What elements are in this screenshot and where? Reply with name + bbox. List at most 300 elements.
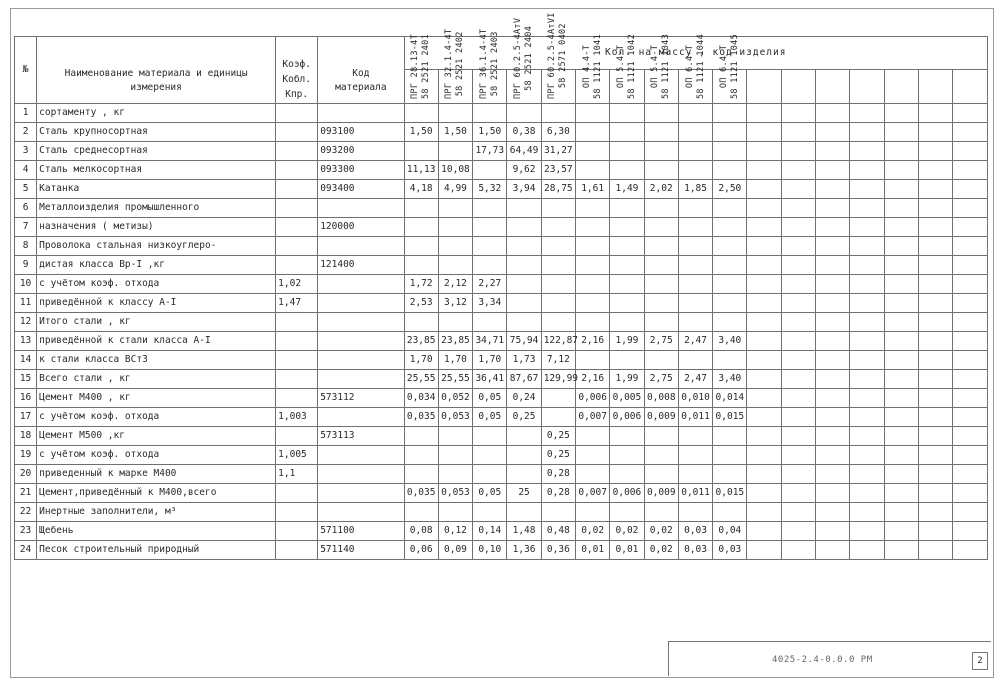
quantity-cell <box>953 236 988 255</box>
row-number: 24 <box>15 540 37 559</box>
coefficient: 1,1 <box>276 464 318 483</box>
material-code: 571140 <box>318 540 404 559</box>
quantity-cell <box>747 426 781 445</box>
quantity-cell <box>953 388 988 407</box>
quantity-cell <box>953 464 988 483</box>
quantity-cell <box>850 255 884 274</box>
quantity-cell <box>884 293 918 312</box>
quantity-cell: 0,05 <box>473 483 507 502</box>
quantity-cell: 0,03 <box>678 521 712 540</box>
quantity-cell <box>404 217 438 236</box>
quantity-cell <box>473 464 507 483</box>
quantity-cell <box>816 122 850 141</box>
header-number: № <box>15 37 37 104</box>
quantity-cell <box>576 274 610 293</box>
quantity-cell <box>918 483 952 502</box>
quantity-cell: 0,015 <box>713 407 747 426</box>
row-number: 17 <box>15 407 37 426</box>
quantity-cell: 0,006 <box>610 407 644 426</box>
quantity-cell <box>713 236 747 255</box>
material-code <box>318 502 404 521</box>
quantity-cell <box>850 369 884 388</box>
quantity-cell: 0,010 <box>678 388 712 407</box>
quantity-cell: 1,99 <box>610 369 644 388</box>
coefficient <box>276 198 318 217</box>
quantity-cell <box>678 464 712 483</box>
table-row <box>15 540 988 559</box>
row-number: 23 <box>15 521 37 540</box>
quantity-cell <box>404 103 438 122</box>
quantity-cell <box>644 255 678 274</box>
quantity-cell <box>816 217 850 236</box>
document-code: 4025-2.4-0.0.0 РМ <box>772 655 873 665</box>
quantity-cell: 2,47 <box>678 331 712 350</box>
quantity-cell <box>644 236 678 255</box>
quantity-cell: 0,05 <box>473 407 507 426</box>
material-code <box>318 103 404 122</box>
quantity-cell: 23,57 <box>541 160 575 179</box>
quantity-cell <box>918 141 952 160</box>
quantity-cell <box>850 502 884 521</box>
table-row <box>15 103 988 122</box>
quantity-cell <box>541 255 575 274</box>
quantity-cell <box>678 198 712 217</box>
quantity-cell <box>576 350 610 369</box>
quantity-cell: 1,48 <box>507 521 541 540</box>
quantity-cell: 1,72 <box>404 274 438 293</box>
quantity-cell <box>747 293 781 312</box>
quantity-cell <box>781 274 815 293</box>
material-code <box>318 293 404 312</box>
row-number: 12 <box>15 312 37 331</box>
row-number: 6 <box>15 198 37 217</box>
quantity-cell <box>816 255 850 274</box>
quantity-cell <box>918 540 952 559</box>
quantity-cell <box>747 179 781 198</box>
row-number: 16 <box>15 388 37 407</box>
quantity-cell <box>747 540 781 559</box>
coefficient <box>276 141 318 160</box>
material-name: Сталь мелкосортная <box>37 160 276 179</box>
quantity-cell: 0,008 <box>644 388 678 407</box>
quantity-cell <box>816 521 850 540</box>
quantity-cell: 0,25 <box>541 426 575 445</box>
quantity-cell <box>884 217 918 236</box>
quantity-cell <box>473 236 507 255</box>
column-product-code: 58 1121 1044 <box>695 33 706 99</box>
row-number: 14 <box>15 350 37 369</box>
header-quantity-group: Кол. на массу , код изделия <box>404 37 987 70</box>
column-header-13 <box>816 70 850 103</box>
row-number: 2 <box>15 122 37 141</box>
quantity-cell <box>678 502 712 521</box>
quantity-cell: 3,94 <box>507 179 541 198</box>
quantity-cell <box>576 103 610 122</box>
quantity-cell <box>610 122 644 141</box>
quantity-cell: 25,55 <box>404 369 438 388</box>
row-number: 19 <box>15 445 37 464</box>
column-product-code: 58 1121 1045 <box>729 33 740 99</box>
quantity-cell <box>884 274 918 293</box>
quantity-cell: 2,53 <box>404 293 438 312</box>
quantity-cell <box>816 198 850 217</box>
quantity-cell <box>747 255 781 274</box>
coefficient <box>276 103 318 122</box>
quantity-cell <box>781 521 815 540</box>
column-product-mark: ПРГ 60.2.5-4АтVI <box>547 11 558 99</box>
quantity-cell <box>541 236 575 255</box>
quantity-cell <box>884 122 918 141</box>
quantity-cell <box>678 312 712 331</box>
quantity-cell <box>781 350 815 369</box>
material-code: 120000 <box>318 217 404 236</box>
quantity-cell: 0,25 <box>507 407 541 426</box>
quantity-cell: 0,007 <box>576 407 610 426</box>
row-number: 10 <box>15 274 37 293</box>
quantity-cell <box>747 160 781 179</box>
column-product-code: 58 1121 1041 <box>592 33 603 99</box>
quantity-cell <box>404 464 438 483</box>
quantity-cell: 1,50 <box>404 122 438 141</box>
quantity-cell <box>507 312 541 331</box>
materials-table <box>14 11 988 560</box>
quantity-cell <box>713 198 747 217</box>
quantity-cell <box>507 198 541 217</box>
column-header-4 <box>507 17 541 103</box>
column-header-17 <box>953 70 988 103</box>
table-row <box>15 426 988 445</box>
quantity-cell <box>850 464 884 483</box>
column-header-6 <box>576 33 610 103</box>
quantity-cell <box>713 312 747 331</box>
quantity-cell <box>507 426 541 445</box>
quantity-cell <box>576 217 610 236</box>
coefficient: 1,47 <box>276 293 318 312</box>
row-number: 4 <box>15 160 37 179</box>
quantity-cell <box>541 312 575 331</box>
quantity-cell: 0,035 <box>404 483 438 502</box>
quantity-cell <box>816 407 850 426</box>
material-code: 093400 <box>318 179 404 198</box>
quantity-cell <box>850 217 884 236</box>
quantity-cell: 0,034 <box>404 388 438 407</box>
quantity-cell <box>747 331 781 350</box>
quantity-cell <box>918 388 952 407</box>
quantity-cell: 3,34 <box>473 293 507 312</box>
quantity-cell <box>713 141 747 160</box>
quantity-cell <box>610 293 644 312</box>
quantity-cell <box>473 103 507 122</box>
material-code: 121400 <box>318 255 404 274</box>
quantity-cell <box>953 122 988 141</box>
quantity-cell <box>644 464 678 483</box>
quantity-cell <box>953 160 988 179</box>
quantity-cell: 0,14 <box>473 521 507 540</box>
quantity-cell <box>953 179 988 198</box>
material-name: Цемент,приведённый к М400,всего <box>37 483 276 502</box>
quantity-cell <box>850 141 884 160</box>
quantity-cell <box>610 141 644 160</box>
quantity-cell <box>816 274 850 293</box>
quantity-cell <box>884 141 918 160</box>
quantity-cell: 0,006 <box>576 388 610 407</box>
quantity-cell: 0,24 <box>507 388 541 407</box>
quantity-cell <box>473 312 507 331</box>
quantity-cell <box>678 141 712 160</box>
table-row <box>15 331 988 350</box>
column-product-code: 58 1121 1043 <box>661 33 672 99</box>
quantity-cell <box>781 388 815 407</box>
quantity-cell <box>404 445 438 464</box>
material-code <box>318 236 404 255</box>
quantity-cell <box>953 502 988 521</box>
column-product-code: 58 2521 2401 <box>421 33 432 99</box>
quantity-cell <box>473 217 507 236</box>
material-name: Сталь крупносортная <box>37 122 276 141</box>
coefficient <box>276 350 318 369</box>
material-code <box>318 483 404 502</box>
quantity-cell <box>644 103 678 122</box>
quantity-cell: 2,16 <box>576 331 610 350</box>
column-header-10 <box>713 33 747 103</box>
quantity-cell <box>507 236 541 255</box>
quantity-cell <box>850 274 884 293</box>
quantity-cell: 1,50 <box>438 122 472 141</box>
quantity-cell: 0,05 <box>473 388 507 407</box>
quantity-cell <box>816 236 850 255</box>
quantity-cell <box>678 426 712 445</box>
quantity-cell <box>747 407 781 426</box>
quantity-cell <box>747 122 781 141</box>
quantity-cell <box>816 388 850 407</box>
quantity-cell <box>953 445 988 464</box>
quantity-cell <box>747 464 781 483</box>
quantity-cell: 0,009 <box>644 407 678 426</box>
quantity-cell <box>816 369 850 388</box>
quantity-cell <box>438 426 472 445</box>
quantity-cell <box>918 179 952 198</box>
quantity-cell <box>918 312 952 331</box>
quantity-cell <box>884 331 918 350</box>
quantity-cell <box>644 445 678 464</box>
quantity-cell <box>404 502 438 521</box>
quantity-cell <box>918 236 952 255</box>
quantity-cell <box>438 236 472 255</box>
quantity-cell <box>713 122 747 141</box>
quantity-cell: 0,02 <box>644 540 678 559</box>
quantity-cell <box>850 388 884 407</box>
quantity-cell <box>850 483 884 502</box>
quantity-cell <box>816 179 850 198</box>
quantity-cell <box>610 103 644 122</box>
quantity-cell <box>678 236 712 255</box>
quantity-cell <box>781 445 815 464</box>
column-product-mark: ОП 5.4-Т <box>615 44 626 88</box>
quantity-cell <box>953 407 988 426</box>
quantity-cell <box>850 179 884 198</box>
column-product-code: 58 2571 0402 <box>558 22 569 88</box>
quantity-cell: 0,011 <box>678 483 712 502</box>
quantity-cell <box>576 198 610 217</box>
quantity-cell <box>816 350 850 369</box>
quantity-cell <box>507 255 541 274</box>
table-row <box>15 388 988 407</box>
quantity-cell: 0,48 <box>541 521 575 540</box>
table-row <box>15 407 988 426</box>
quantity-cell: 0,007 <box>576 483 610 502</box>
table-row <box>15 293 988 312</box>
coefficient <box>276 426 318 445</box>
material-code <box>318 407 404 426</box>
quantity-cell: 0,006 <box>610 483 644 502</box>
quantity-cell: 0,12 <box>438 521 472 540</box>
coefficient <box>276 312 318 331</box>
quantity-cell <box>747 502 781 521</box>
quantity-cell <box>918 103 952 122</box>
quantity-cell <box>918 521 952 540</box>
column-header-3 <box>473 28 507 103</box>
quantity-cell <box>781 502 815 521</box>
quantity-cell <box>816 426 850 445</box>
quantity-cell <box>781 141 815 160</box>
quantity-cell <box>918 274 952 293</box>
quantity-cell <box>678 274 712 293</box>
quantity-cell <box>473 255 507 274</box>
quantity-cell <box>953 521 988 540</box>
quantity-cell <box>644 293 678 312</box>
quantity-cell <box>918 350 952 369</box>
quantity-cell: 11,13 <box>404 160 438 179</box>
quantity-cell <box>473 426 507 445</box>
quantity-cell <box>713 445 747 464</box>
quantity-cell: 0,03 <box>678 540 712 559</box>
quantity-cell: 0,25 <box>541 445 575 464</box>
quantity-cell: 3,40 <box>713 331 747 350</box>
quantity-cell <box>953 350 988 369</box>
quantity-cell <box>781 179 815 198</box>
quantity-cell: 0,04 <box>713 521 747 540</box>
quantity-cell <box>610 255 644 274</box>
material-code <box>318 331 404 350</box>
material-name: Цемент М500 ,кг <box>37 426 276 445</box>
quantity-cell <box>747 388 781 407</box>
quantity-cell <box>850 407 884 426</box>
quantity-cell: 0,015 <box>713 483 747 502</box>
quantity-cell <box>507 217 541 236</box>
material-name: Итого стали , кг <box>37 312 276 331</box>
quantity-cell <box>473 198 507 217</box>
quantity-cell <box>473 445 507 464</box>
quantity-cell: 2,47 <box>678 369 712 388</box>
quantity-cell <box>610 312 644 331</box>
quantity-cell <box>576 255 610 274</box>
quantity-cell: 0,28 <box>541 464 575 483</box>
quantity-cell <box>610 464 644 483</box>
material-name: Проволока стальная низкоуглеро- <box>37 236 276 255</box>
quantity-cell: 0,02 <box>610 521 644 540</box>
quantity-cell <box>576 122 610 141</box>
quantity-cell <box>747 198 781 217</box>
quantity-cell: 129,99 <box>541 369 575 388</box>
table-row <box>15 369 988 388</box>
row-number: 8 <box>15 236 37 255</box>
quantity-cell <box>576 312 610 331</box>
quantity-cell <box>610 236 644 255</box>
quantity-cell <box>781 160 815 179</box>
quantity-cell <box>610 502 644 521</box>
column-product-mark: ПРГ 32.1.4-4Т <box>444 28 455 99</box>
quantity-cell <box>438 445 472 464</box>
quantity-cell <box>918 160 952 179</box>
quantity-cell: 0,005 <box>610 388 644 407</box>
coefficient <box>276 331 318 350</box>
material-name: Всего стали , кг <box>37 369 276 388</box>
quantity-cell <box>610 274 644 293</box>
quantity-cell <box>884 540 918 559</box>
coefficient <box>276 236 318 255</box>
row-number: 11 <box>15 293 37 312</box>
quantity-cell <box>953 331 988 350</box>
quantity-cell <box>816 331 850 350</box>
quantity-cell <box>713 217 747 236</box>
row-number: 1 <box>15 103 37 122</box>
quantity-cell: 2,02 <box>644 179 678 198</box>
quantity-cell <box>747 274 781 293</box>
quantity-cell <box>781 483 815 502</box>
quantity-cell <box>918 255 952 274</box>
quantity-cell <box>781 369 815 388</box>
quantity-cell: 23,85 <box>404 331 438 350</box>
quantity-cell: 28,75 <box>541 179 575 198</box>
quantity-cell <box>953 198 988 217</box>
quantity-cell <box>747 521 781 540</box>
quantity-cell <box>404 426 438 445</box>
quantity-cell <box>781 255 815 274</box>
coefficient <box>276 540 318 559</box>
quantity-cell: 0,36 <box>541 540 575 559</box>
column-header-8 <box>644 33 678 103</box>
quantity-cell <box>576 141 610 160</box>
quantity-cell: 2,75 <box>644 331 678 350</box>
quantity-cell <box>781 293 815 312</box>
quantity-cell <box>747 141 781 160</box>
quantity-cell <box>541 103 575 122</box>
quantity-cell <box>438 502 472 521</box>
quantity-cell <box>884 426 918 445</box>
quantity-cell <box>884 236 918 255</box>
material-name: назначения ( метизы) <box>37 217 276 236</box>
quantity-cell <box>541 502 575 521</box>
quantity-cell <box>953 369 988 388</box>
quantity-cell <box>850 445 884 464</box>
quantity-cell <box>918 407 952 426</box>
quantity-cell <box>781 236 815 255</box>
quantity-cell: 0,38 <box>507 122 541 141</box>
coefficient <box>276 217 318 236</box>
quantity-cell <box>781 464 815 483</box>
quantity-cell <box>918 122 952 141</box>
quantity-cell <box>713 103 747 122</box>
coefficient <box>276 483 318 502</box>
quantity-cell <box>884 407 918 426</box>
table-row <box>15 217 988 236</box>
coefficient <box>276 255 318 274</box>
table-row <box>15 198 988 217</box>
quantity-cell: 0,053 <box>438 483 472 502</box>
quantity-cell <box>816 540 850 559</box>
quantity-cell <box>884 179 918 198</box>
quantity-cell <box>713 502 747 521</box>
